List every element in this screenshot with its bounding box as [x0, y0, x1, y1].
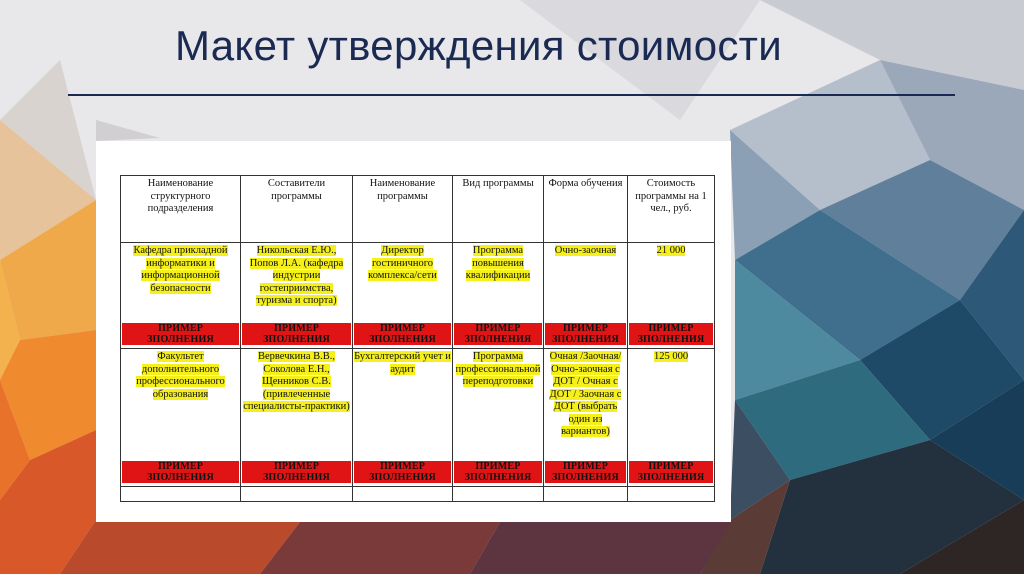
cell-value: Вервечкина В.В., Соколова Е.Н., Щенников С.В. (привлеченные специалисты-практики): [243, 351, 350, 412]
cell-value: Программа повышения квалификации: [465, 245, 531, 281]
cell-value: Директор гостиничного комплекса/сети: [368, 245, 437, 281]
cell-value: Кафедра прикладной информатики и информационной безопасности: [133, 245, 228, 294]
cell-value: 125 000: [653, 351, 689, 362]
title-underline: [68, 94, 955, 96]
sample-label: ПРИМЕР ЗПОЛНЕНИЯ: [629, 461, 713, 483]
cell-value: Бухгалтерский учет и аудит: [354, 351, 451, 375]
table-cell: [241, 349, 353, 487]
header-cell: Наименование структурного подразделения: [121, 176, 241, 243]
document-sheet: [96, 141, 731, 522]
table-cell: [453, 487, 544, 502]
table-row-empty: [121, 487, 715, 502]
sample-label: ПРИМЕР ЗПОЛНЕНИЯ: [629, 323, 713, 345]
header-cell: Форма обучения: [544, 176, 628, 243]
sample-label: ПРИМЕР ЗПОЛНЕНИЯ: [354, 461, 451, 483]
header-cell: Вид программы: [453, 176, 544, 243]
sample-label: ПРИМЕР ЗПОЛНЕНИЯ: [545, 461, 626, 483]
sample-label: ПРИМЕР ЗПОЛНЕНИЯ: [454, 323, 542, 345]
cell-value: Программа профессиональной переподготовки: [455, 351, 541, 387]
table-cell: [453, 349, 544, 487]
sample-label: ПРИМЕР ЗПОЛНЕНИЯ: [354, 323, 451, 345]
table-cell: [544, 349, 628, 487]
table-cell: [353, 349, 453, 487]
cost-approval-table: [120, 175, 715, 502]
table-cell: [241, 487, 353, 502]
header-cell: Составители программы: [241, 176, 353, 243]
table-cell: [628, 243, 715, 349]
table-cell: [121, 243, 241, 349]
table-cell: [544, 243, 628, 349]
table-cell: [544, 487, 628, 502]
sample-label: ПРИМЕР ЗПОЛНЕНИЯ: [454, 461, 542, 483]
table-cell: [121, 349, 241, 487]
table-cell: [353, 487, 453, 502]
table-cell: [628, 349, 715, 487]
cell-value: Никольская Е.Ю., Попов Л.А. (кафедра индустрии гостеприимства, туризма и спорта): [249, 245, 344, 306]
cell-value: 21 000: [656, 245, 686, 256]
cell-value: Факультет дополнительного профессионального образования: [136, 351, 225, 400]
header-cell: Стоимость программы на 1 чел., руб.: [628, 176, 715, 243]
page-title: Макет утверждения стоимости: [175, 22, 782, 69]
table-cell: [121, 487, 241, 502]
table-header-row: [121, 176, 715, 243]
sample-label: ПРИМЕР ЗПОЛНЕНИЯ: [545, 323, 626, 345]
table-row: [121, 349, 715, 487]
table-row: [121, 243, 715, 349]
table-cell: [353, 243, 453, 349]
cell-value: Очная /Заочная/ Очно-заочная с ДОТ / Очная с ДОТ / Заочная с ДОТ (выбрать один из вариантов): [549, 351, 622, 437]
sample-label: ПРИМЕР ЗПОЛНЕНИЯ: [122, 461, 239, 483]
table-cell: [628, 487, 715, 502]
table-cell: [241, 243, 353, 349]
sample-label: ПРИМЕР ЗПОЛНЕНИЯ: [242, 323, 351, 345]
cell-value: Очно-заочная: [554, 245, 617, 256]
sample-label: ПРИМЕР ЗПОЛНЕНИЯ: [122, 323, 239, 345]
sample-label: ПРИМЕР ЗПОЛНЕНИЯ: [242, 461, 351, 483]
header-cell: Наименование программы: [353, 176, 453, 243]
table-cell: [453, 243, 544, 349]
